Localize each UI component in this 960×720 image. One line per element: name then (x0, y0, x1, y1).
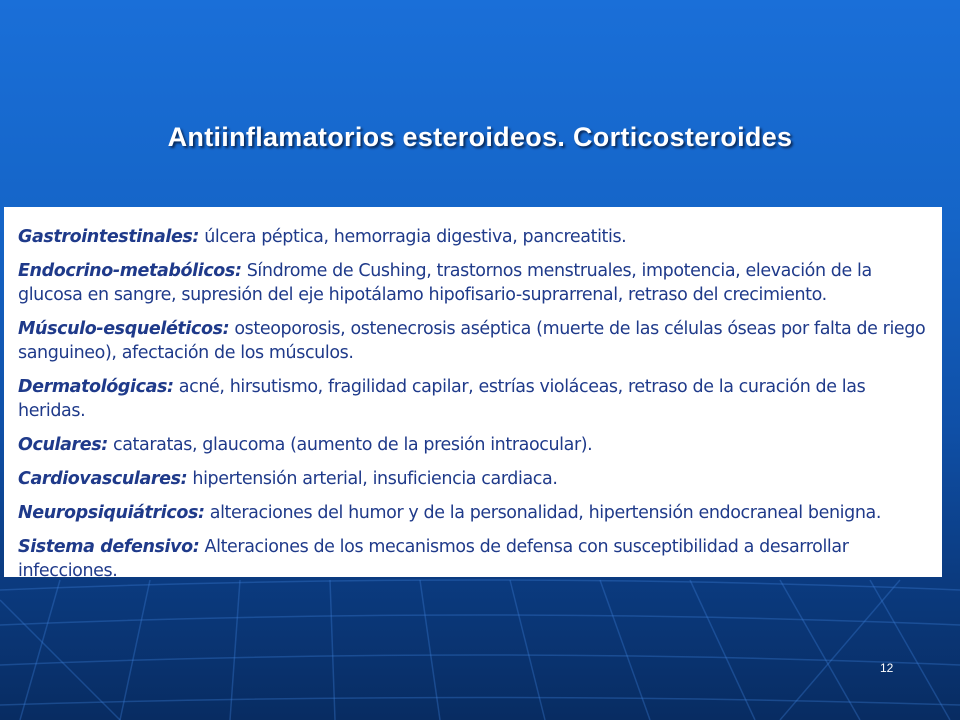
item-text: Síndrome de Cushing, trastornos menstruales, impotencia, elevación de la glucosa en sangre, supresión del eje hipotálamo hipofisario-suprarrenal, retraso del crecimiento. (18, 261, 872, 305)
list-item (18, 225, 928, 249)
list-item (18, 375, 928, 423)
item-text: cataratas, glaucoma (aumento de la presión intraocular). (107, 435, 593, 455)
page-number: 12 (880, 661, 894, 675)
side-effects-panel (4, 207, 942, 581)
item-text: osteoporosis, ostenecrosis aséptica (muerte de las células óseas por falta de riego sanguineo), afectación de los músculos. (18, 319, 926, 363)
item-term: Cardiovasculares: (18, 469, 188, 489)
item-term: Dermatológicas: (18, 377, 174, 397)
item-term: Oculares: (18, 435, 108, 455)
item-text: hipertensión arterial, insuficiencia cardiaca. (187, 469, 558, 489)
item-term: Endocrino-metabólicos: (18, 261, 242, 281)
item-text: úlcera péptica, hemorragia digestiva, pancreatitis. (199, 227, 627, 247)
slide-title: Antiinflamatorios esteroideos. Corticosteroides (167, 122, 793, 152)
list-item (18, 317, 928, 365)
list-item (18, 535, 928, 583)
list-item (18, 467, 928, 491)
list-item (18, 433, 928, 457)
item-text: acné, hirsutismo, fragilidad capilar, estrías violáceas, retraso de la curación de las heridas. (18, 377, 866, 421)
item-term: Gastrointestinales: (18, 227, 200, 247)
item-text: Alteraciones de los mecanismos de defensa con susceptibilidad a desarrollar infecciones. (18, 537, 849, 581)
list-item (18, 501, 928, 525)
item-term: Neuropsiquiátricos: (18, 503, 205, 523)
item-text: alteraciones del humor y de la personalidad, hipertensión endocraneal benigna. (204, 503, 882, 523)
item-term: Músculo-esqueléticos: (18, 319, 230, 339)
list-item (18, 259, 928, 307)
item-term: Sistema defensivo: (18, 537, 200, 557)
